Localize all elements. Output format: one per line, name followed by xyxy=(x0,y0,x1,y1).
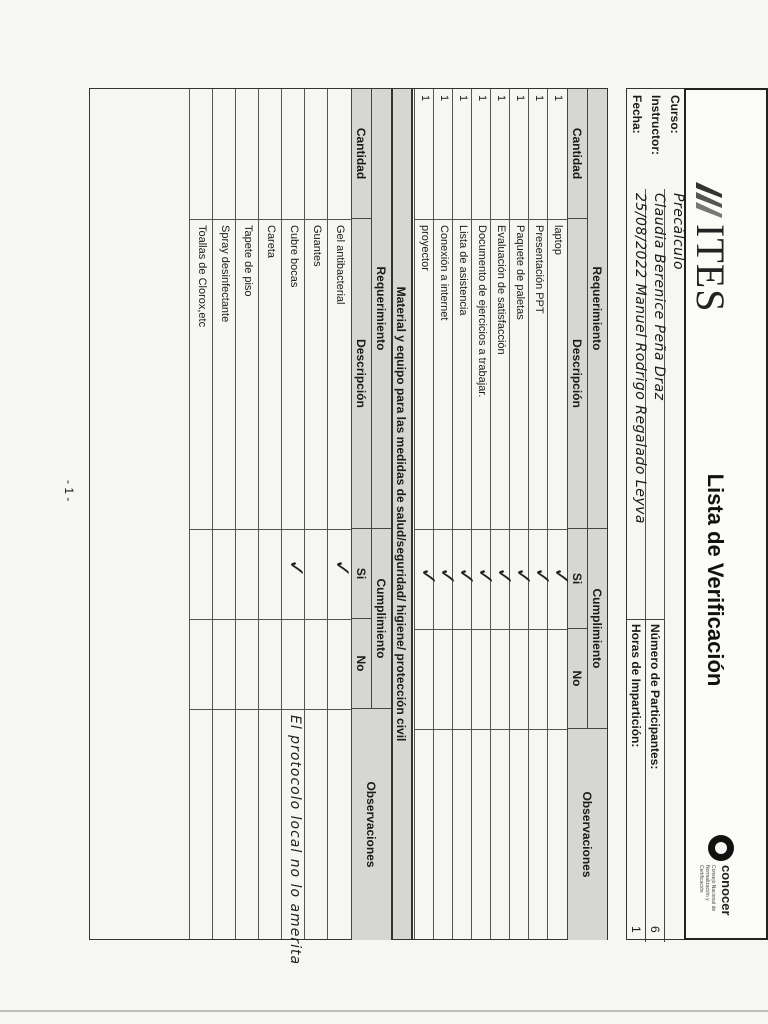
curso-row xyxy=(665,89,684,941)
requerimiento-group-header: Requerimiento xyxy=(371,89,391,529)
observaciones-header: Observaciones xyxy=(351,709,391,940)
cantidad-header: Cantidad xyxy=(351,89,371,219)
cumplimiento-group-header: Cumplimiento xyxy=(587,529,607,729)
requerimiento-group-header: Requerimiento xyxy=(587,89,607,529)
row-divider xyxy=(528,89,529,939)
checkmark-icon: ✓ xyxy=(329,559,354,578)
descripcion-cell: Lista de asistencia xyxy=(457,225,469,316)
descripcion-cell: Guantes xyxy=(311,225,323,267)
column-divider xyxy=(190,219,351,220)
row-divider xyxy=(433,89,434,939)
row-divider xyxy=(547,89,548,939)
participantes-label: Número de Participantes: xyxy=(648,624,662,770)
participantes-value: 6 xyxy=(648,926,662,933)
conocer-icon xyxy=(708,835,734,861)
row-divider xyxy=(490,89,491,939)
page-title: Lista de Verificación xyxy=(703,473,728,687)
row-divider xyxy=(258,89,259,939)
descripcion-cell: Documento de ejercicios a trabajar. xyxy=(476,225,488,398)
no-header: No xyxy=(351,619,371,709)
cantidad-cell: 1 xyxy=(476,95,488,102)
fecha-value: 25/08/2022 Manuel Rodrigo Regalado Leyva xyxy=(632,193,648,524)
row-divider xyxy=(471,89,472,939)
cantidad-cell: 1 xyxy=(495,95,507,102)
row-divider xyxy=(189,89,190,939)
descripcion-cell: Tapete de piso xyxy=(242,225,254,297)
document-header xyxy=(684,88,768,940)
descripcion-cell: Paquete de paletas xyxy=(514,225,526,320)
column-divider xyxy=(415,629,567,630)
ites-logo-text: ITES xyxy=(688,224,733,313)
column-divider xyxy=(190,529,351,530)
si-header: Si xyxy=(567,529,587,629)
curso-value: Precálculo xyxy=(670,193,686,271)
section-2-title: Material y equipo para las medidas de salud/seguridad/ higiene/ protección civil xyxy=(392,88,412,940)
checkmark-icon: ✓ xyxy=(510,567,535,586)
column-divider xyxy=(415,729,567,730)
checkmark-icon: ✓ xyxy=(548,567,573,586)
course-info xyxy=(626,88,684,940)
cantidad-cell: 1 xyxy=(438,95,450,102)
cantidad-header: Cantidad xyxy=(567,89,587,219)
descripcion-cell: Evaluación de satisfacción xyxy=(495,225,507,355)
column-divider xyxy=(415,219,567,220)
cantidad-cell: 1 xyxy=(457,95,469,102)
no-header: No xyxy=(567,629,587,729)
ites-logo-icon xyxy=(692,180,726,222)
row-divider xyxy=(452,89,453,939)
si-header: Si xyxy=(351,529,371,619)
checkmark-icon: ✓ xyxy=(453,567,478,586)
ites-logo xyxy=(686,180,733,340)
column-divider xyxy=(415,529,567,530)
descripcion-cell: proyector xyxy=(419,225,431,271)
row-divider xyxy=(304,89,305,939)
cantidad-cell: 1 xyxy=(514,95,526,102)
cantidad-cell: 1 xyxy=(533,95,545,102)
safety-table xyxy=(89,88,392,966)
descripcion-cell: Presentación PPT xyxy=(533,225,545,314)
cantidad-cell: 1 xyxy=(419,95,431,102)
descripcion-cell: Spray desinfectante xyxy=(219,225,231,323)
row-divider xyxy=(212,89,213,939)
column-divider xyxy=(190,619,351,620)
cantidad-cell: 1 xyxy=(552,95,564,102)
horas-value: 1 xyxy=(629,926,643,933)
descripcion-cell: laptop xyxy=(552,225,564,255)
conocer-logo-subtitle: Consejo Nacional de Normalización y Certificación xyxy=(698,865,716,912)
conocer-logo-text: conocer xyxy=(719,865,734,916)
column-divider xyxy=(190,709,351,710)
cumplimiento-group-header: Cumplimiento xyxy=(371,529,391,709)
requirements-table xyxy=(412,88,608,940)
descripcion-cell: Conexión a internet xyxy=(438,225,450,321)
row-divider xyxy=(281,89,282,939)
horas-box xyxy=(626,619,646,942)
checkmark-icon: ✓ xyxy=(491,567,516,586)
checkmark-icon: ✓ xyxy=(283,559,308,578)
descripcion-cell: Careta xyxy=(265,225,277,259)
row-divider xyxy=(327,89,328,939)
observacion-note: El protocolo local no lo amerita xyxy=(287,715,303,966)
row-divider xyxy=(235,89,236,939)
descripcion-header: Descripción xyxy=(351,219,371,529)
curso-label: Curso: xyxy=(668,95,682,134)
row-divider xyxy=(414,89,415,939)
fecha-label: Fecha: xyxy=(630,95,644,134)
checkmark-icon: ✓ xyxy=(434,567,459,586)
conocer-logo xyxy=(696,835,736,925)
instructor-value: Claudia Berenice Peña Draz xyxy=(651,193,667,401)
checkmark-icon: ✓ xyxy=(472,567,497,586)
descripcion-header: Descripción xyxy=(567,219,587,529)
descripcion-cell: Gel antibacterial xyxy=(334,225,346,305)
instructor-label: Instructor: xyxy=(649,95,663,155)
checkmark-icon: ✓ xyxy=(415,567,440,586)
descripcion-cell: Cubre bocas xyxy=(288,225,300,288)
page-number: - 1 - xyxy=(62,480,76,502)
participantes-box xyxy=(645,619,665,942)
descripcion-cell: Toallas de Clorox,etc xyxy=(196,225,208,328)
observaciones-header: Observaciones xyxy=(567,729,607,940)
checkmark-icon: ✓ xyxy=(529,567,554,586)
row-divider xyxy=(509,89,510,939)
horas-label: Horas de Impartición: xyxy=(629,624,643,748)
